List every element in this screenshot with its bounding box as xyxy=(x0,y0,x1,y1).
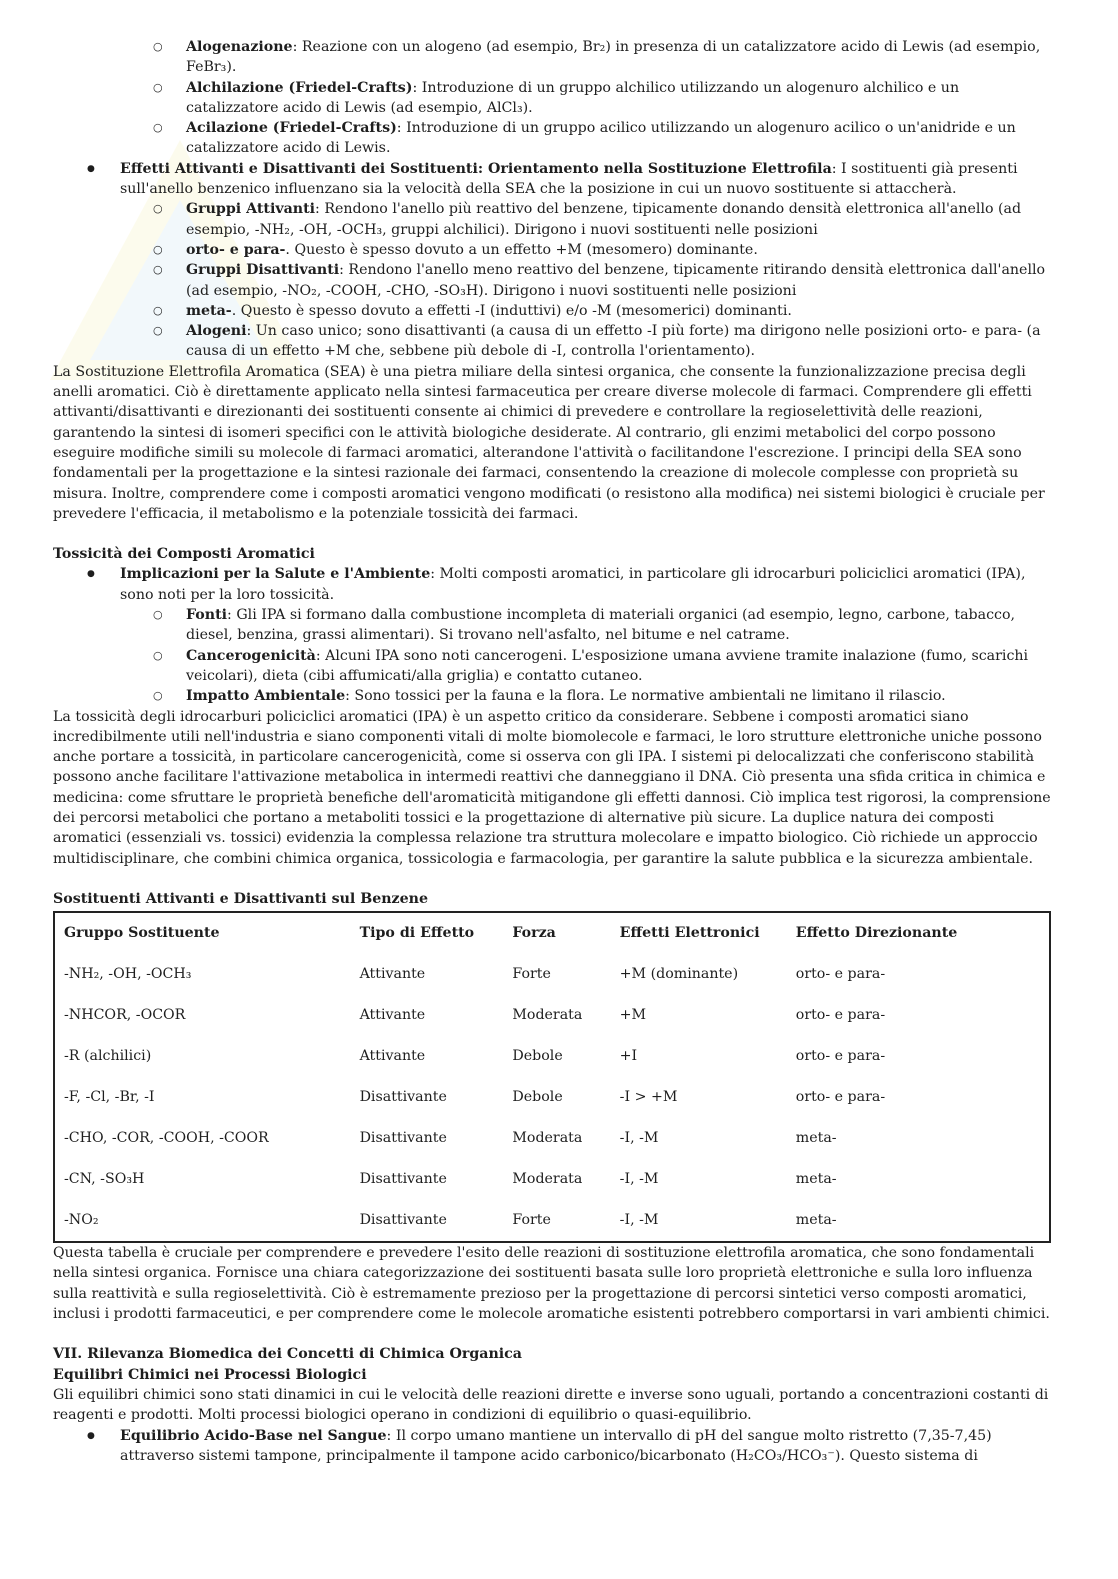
table-cell: -NHCOR, -OCOR xyxy=(64,1007,186,1024)
list-item: ○ Impatto Ambientale: Sono tossici per la fauna e la flora. Le normative ambientali ne limitano il rilascio. xyxy=(53,686,1053,706)
table-cell: -I > +M xyxy=(619,1089,678,1106)
list-item: ○ Alogeni: Un caso unico; sono disattivanti (a causa di un effetto -I più forte) ma dirigono nelle posizioni orto- e para- (a causa di un effetto +M che, sebbene più debole di -I, controlla l'orientamento). xyxy=(53,321,1053,362)
table-cell: meta- xyxy=(795,1130,837,1147)
list-item: ○ Cancerogenicità: Alcuni IPA sono noti cancerogeni. L'esposizione umana avviene tramite inalazione (fumo, scarichi veicolari), dieta (cibi affumicati/alla griglia) e contatto cutaneo. xyxy=(53,646,1053,687)
column-header: Forza xyxy=(512,925,556,942)
column-header: Gruppo Sostituente xyxy=(64,925,220,942)
table-cell: Moderata xyxy=(512,1130,583,1147)
table-cell: Disattivante xyxy=(359,1171,447,1188)
table-cell: -F, -Cl, -Br, -I xyxy=(64,1089,155,1106)
sea-methods-list xyxy=(53,37,1053,159)
table-cell: Moderata xyxy=(512,1171,583,1188)
section-heading: VII. Rilevanza Biomedica dei Concetti di Chimica Organica xyxy=(53,1346,523,1363)
document-page xyxy=(53,37,1053,1466)
table-row xyxy=(54,1037,1050,1078)
list-item: ○ orto- e para-. Questo è spesso dovuto a un effetto +M (mesomero) dominante. xyxy=(53,240,1053,260)
table-cell: -NH₂, -OH, -OCH₃ xyxy=(64,966,192,983)
list-item: ○ Gruppi Disattivanti: Rendono l'anello meno reattivo del benzene, tipicamente ritirando densità elettronica dall'anello (ad esempio, -NO₂, -COOH, -CHO, -SO₃H). Dirigono i nuovi sostituenti nelle posizioni xyxy=(53,260,1053,301)
table-cell: -CHO, -COR, -COOH, -COOR xyxy=(64,1130,269,1147)
paragraph-table: Questa tabella è cruciale per comprendere e prevedere l'esito delle reazioni di sostituzione elettrofila aromatica, che sono fondamentali nella sintesi organica. Fornisce una chiara categorizzazione dei sostituenti basata sulle loro proprietà elettroniche e sulla loro influenza sulla reattività e sulla regioselettività. Ciò è estremamente prezioso per la progettazione di percorsi sintetici verso composti aromatici, inclusi i prodotti farmaceutici, e per comprendere come le molecole aromatiche esistenti potrebbero comportarsi in vari ambienti chimici. xyxy=(53,1245,1050,1323)
table-cell: meta- xyxy=(795,1212,837,1229)
column-header: Tipo di Effetto xyxy=(359,925,475,942)
table-cell: +I xyxy=(619,1048,638,1065)
table-cell: orto- e para- xyxy=(795,966,886,983)
table-cell: Attivante xyxy=(359,1007,426,1024)
table-row xyxy=(54,1078,1050,1119)
table-row xyxy=(54,1201,1050,1242)
table-row xyxy=(54,996,1050,1037)
table-cell: orto- e para- xyxy=(795,1048,886,1065)
list-item: ○ Gruppi Attivanti: Rendono l'anello più reattivo del benzene, tipicamente donando densità elettronica all'anello (ad esempio, -NH₂, -OH, -OCH₃, gruppi alchilici). Dirigono i nuovi sostituenti nelle posizioni xyxy=(53,199,1053,240)
table-cell: Forte xyxy=(512,966,551,983)
table-cell: Disattivante xyxy=(359,1130,447,1147)
table-cell: orto- e para- xyxy=(795,1089,886,1106)
list-item: ● Effetti Attivanti e Disattivanti dei Sostituenti: Orientamento nella Sostituzione Elettrofila: I sostituenti già presenti sull'anello benzenico influenzano sia la velocità della SEA che la posizione in cui un nuovo sostituente si attaccherà. xyxy=(53,159,1053,200)
table-row xyxy=(54,1160,1050,1201)
list-item: ○ Alchilazione (Friedel-Crafts): Introduzione di un gruppo alchilico utilizzando un alogenuro alchilico e un catalizzatore acido di Lewis (ad esempio, AlCl₃). xyxy=(53,78,1053,119)
table-cell: Forte xyxy=(512,1212,551,1229)
paragraph-equilibria: Gli equilibri chimici sono stati dinamici in cui le velocità delle reazioni dirette e inverse sono uguali, portando a concentrazioni costanti di reagenti e prodotti. Molti processi biologici operano in condizioni di equilibrio o quasi-equilibrio. xyxy=(53,1386,1049,1424)
table-cell: -R (alchilici) xyxy=(64,1048,152,1065)
list-item: ○ Acilazione (Friedel-Crafts): Introduzione di un gruppo acilico utilizzando un alogenuro acilico o un'anidride e un catalizzatore acido di Lewis. xyxy=(53,118,1053,159)
table-cell: Attivante xyxy=(359,1048,426,1065)
table-cell: -I, -M xyxy=(619,1171,659,1188)
table-row xyxy=(54,955,1050,996)
list-item: ● Equilibrio Acido-Base nel Sangue: Il corpo umano mantiene un intervallo di pH del sangue molto ristretto (7,35-7,45) attraverso sistemi tampone, principalmente il tampone acido carbonico/bicarbonato (H₂CO₃/HCO₃⁻). Questo sistema di xyxy=(53,1426,1053,1467)
table-cell: orto- e para- xyxy=(795,1007,886,1024)
table-header-row xyxy=(54,912,1050,955)
heading-toxicity: Tossicità dei Composti Aromatici xyxy=(53,546,315,563)
list-item: ○ Alogenazione: Reazione con un alogeno (ad esempio, Br₂) in presenza di un catalizzatore acido di Lewis (ad esempio, FeBr₃). xyxy=(53,37,1053,78)
effects-list xyxy=(53,159,1053,362)
table-cell: -CN, -SO₃H xyxy=(64,1171,145,1188)
list-item: ○ Fonti: Gli IPA si formano dalla combustione incompleta di materiali organici (ad esempio, legno, carbone, tabacco, diesel, benzina, grassi alimentari). Si trovano nell'asfalto, nel bitume e nel catrame. xyxy=(53,605,1053,646)
table-cell: +M (dominante) xyxy=(619,966,739,983)
paragraph-toxicity: La tossicità degli idrocarburi policiclici aromatici (IPA) è un aspetto critico da considerare. Sebbene i composti aromatici siano incredibilmente utili nell'industria e siano componenti vitali di molte biomolecole e farmaci, le loro strutture elettroniche uniche possono anche portare a tossicità, in particolare cancerogenicità, come si osserva con gli IPA. I sistemi pi delocalizzati che conferiscono stabilità possono anche facilitare l'attivazione metabolica in intermedi reattivi che danneggiano il DNA. Ciò presenta una sfida critica in chimica e medicina: come sfruttare le proprietà benefiche dell'aromaticità mitigandone gli effetti dannosi. Ciò implica test rigorosi, la comprensione dei percorsi metabolici che portano a metaboliti tossici e la progettazione di alternative più sicure. La duplice natura dei composti aromatici (essenziali vs. tossici) evidenzia la complessa relazione tra struttura molecolare e impatto biologico. Ciò richiede un approccio multidisciplinare, che combini chimica organica, tossicologia e farmacologia, per garantire la salute pubblica e la sicurezza ambientale. xyxy=(53,708,1051,867)
table-cell: Disattivante xyxy=(359,1089,447,1106)
table-cell: Debole xyxy=(512,1048,563,1065)
table-cell: Moderata xyxy=(512,1007,583,1024)
subsection-heading: Equilibri Chimici nei Processi Biologici xyxy=(53,1366,367,1383)
column-header: Effetto Direzionante xyxy=(795,925,958,942)
table-cell: Attivante xyxy=(359,966,426,983)
list-item: ○ meta-. Questo è spesso dovuto a effetti -I (induttivi) e/o -M (mesomerici) dominanti. xyxy=(53,301,1053,321)
list-item: ● Implicazioni per la Salute e l'Ambiente: Molti composti aromatici, in particolare gli idrocarburi policiclici aromatici (IPA), sono noti per la loro tossicità. xyxy=(53,564,1053,605)
table-row xyxy=(54,1119,1050,1160)
table-title: Sostituenti Attivanti e Disattivanti sul Benzene xyxy=(53,890,428,907)
table-cell: -I, -M xyxy=(619,1130,659,1147)
toxicity-list xyxy=(53,564,1053,706)
table-cell: Debole xyxy=(512,1089,563,1106)
table-cell: -NO₂ xyxy=(64,1212,99,1229)
column-header: Effetti Elettronici xyxy=(619,925,760,942)
substituents-table xyxy=(53,911,1051,1243)
table-cell: Disattivante xyxy=(359,1212,447,1229)
table-cell: meta- xyxy=(795,1171,837,1188)
table-cell: +M xyxy=(619,1007,647,1024)
paragraph-sea: La Sostituzione Elettrofila Aromatica (SEA) è una pietra miliare della sintesi organica, che consente la funzionalizzazione precisa degli anelli aromatici. Ciò è direttamente applicato nella sintesi farmaceutica per creare diverse molecole di farmaci. Comprendere gli effetti attivanti/disattivanti e direzionanti dei sostituenti consente ai chimici di prevedere e controllare la regioselettività delle reazioni, garantendo la sintesi di isomeri specifici con le attività biologiche desiderate. Al contrario, gli enzimi metabolici del corpo possono eseguire modifiche simili su molecole di farmaci aromatici, alterandone l'attività o facilitandone l'escrezione. I principi della SEA sono fondamentali per la progettazione e la sintesi razionale dei farmaci, consentendo la creazione di molecole complesse con proprietà su misura. Inoltre, comprendere come i composti aromatici vengono modificati (o resistono alla modifica) nei sistemi biologici è cruciale per prevedere l'efficacia, il metabolismo e la potenziale tossicità dei farmaci. xyxy=(53,363,1045,522)
table-cell: -I, -M xyxy=(619,1212,659,1229)
equilibria-list xyxy=(53,1426,1053,1467)
